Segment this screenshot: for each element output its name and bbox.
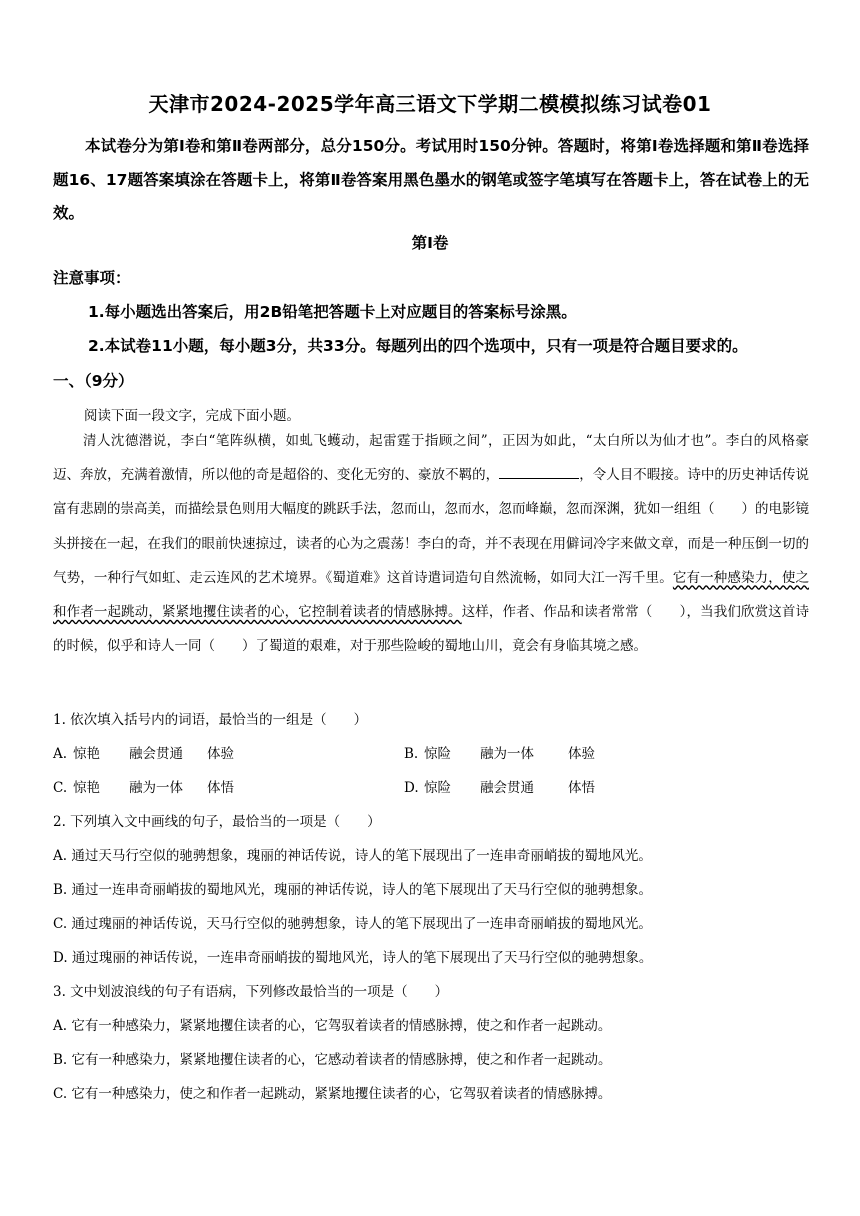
question-3-option-c: C. 它有一种感染力，使之和作者一起跳动，紧紧地攫住读者的心，它驾驭着读者的情感脉搏。 xyxy=(53,1086,612,1102)
question-1-option-d: D. 惊险 融会贯通 体悟 xyxy=(404,780,595,796)
reading-instruction: 阅读下面一段文字，完成下面小题。 xyxy=(84,408,300,424)
question-2-option-a: A. 通过天马行空似的驰骋想象，瑰丽的神话传说，诗人的笔下展现出了一连串奇丽峭拔的蜀地风光。 xyxy=(53,848,652,864)
question-2-option-b: B. 通过一连串奇丽峭拔的蜀地风光，瑰丽的神话传说，诗人的笔下展现出了天马行空似的驰骋想象。 xyxy=(53,882,653,898)
passage-part-3: 这样，作者、作品和读者常常（ ），当我们欣赏这首诗的时候，似乎和诗人一同（ ）了蜀道的艰难，对于那些险峻的蜀地山川，竟会有身临其境之感。 xyxy=(53,604,810,655)
passage-part-1: 清人沈德潜说，李白“笔阵纵横，如虬飞蠖动，起雷霆于指顾之间”，正因为如此，“太白所以为仙才也”。李白的风格豪迈、奔放，充满着激情，所以他的奇是超俗的、变化无穷的、豪放不羁的， xyxy=(53,433,809,484)
section-heading: 一、（9分） xyxy=(53,372,134,390)
question-1-option-a: A. 惊艳 融会贯通 体验 xyxy=(53,746,234,762)
notice-item-1: 1.每小题选出答案后，用2B铅笔把答题卡上对应题目的答案标号涂黑。 xyxy=(88,303,577,321)
question-3-option-b: B. 它有一种感染力，紧紧地攫住读者的心，它感动着读者的情感脉搏，使之和作者一起跳动。 xyxy=(53,1052,612,1068)
volume-heading: 第Ⅰ卷 xyxy=(411,234,449,252)
question-1-stem: 1. 依次填入括号内的词语，最恰当的一组是（ ） xyxy=(53,712,368,728)
answer-blank xyxy=(499,464,579,479)
question-2-stem: 2. 下列填入文中画线的句子，最恰当的一项是（ ） xyxy=(53,814,381,830)
question-1-option-b: B. 惊险 融为一体 体验 xyxy=(404,746,595,762)
question-2-option-d: D. 通过瑰丽的神话传说，一连串奇丽峭拔的蜀地风光，诗人的笔下展现出了天马行空似的驰骋想象。 xyxy=(53,950,653,966)
question-3-option-a: A. 它有一种感染力，紧紧地攫住读者的心，它驾驭着读者的情感脉搏，使之和作者一起跳动。 xyxy=(53,1018,612,1034)
exam-title: 天津市2024-2025学年高三语文下学期二模模拟练习试卷01 xyxy=(148,92,712,116)
exam-intro: 本试卷分为第Ⅰ卷和第Ⅱ卷两部分，总分150分。考试用时150分钟。答题时，将第Ⅰ卷选择题和第Ⅱ卷选择题16、17题答案填涂在答题卡上，将第Ⅱ卷答案用黑色墨水的钢笔或签字笔填写在答题卡上，答在试卷上的无效。 xyxy=(53,137,809,222)
notice-heading: 注意事项： xyxy=(53,269,131,287)
reading-passage xyxy=(53,424,809,663)
question-3-stem: 3. 文中划波浪线的句子有语病，下列修改最恰当的一项是（ ） xyxy=(53,984,449,1000)
notice-item-2: 2.本试卷11小题，每小题3分，共33分。每题列出的四个选项中，只有一项是符合题目要求的。 xyxy=(88,337,748,355)
passage-part-2: ，令人目不暇接。诗中的历史神话传说富有悲剧的崇高美，而描绘景色则用大幅度的跳跃手法，忽而山，忽而水，忽而峰巅，忽而深渊，犹如一组组（ ）的电影镜头拼接在一起，在我们的眼前快速掠过，读者的心为之震荡！李白的奇，并不表现在用僻词冷字来做文章，而是一种压倒一切的气势，一种行气如虹、走云连风的艺术境界。《蜀道难》这首诗遣词造句自然流畅，如同大江一泻千里。 xyxy=(53,467,810,586)
wavy-underlined-sentence: 它有一种感染力，使之和作者一起跳动，紧紧地攫住读者的心，它控制着读者的情感脉搏。 xyxy=(53,569,810,621)
question-2-option-c: C. 通过瑰丽的神话传说，天马行空似的驰骋想象，诗人的笔下展现出了一连串奇丽峭拔的蜀地风光。 xyxy=(53,916,652,932)
question-1-option-c: C. 惊艳 融为一体 体悟 xyxy=(53,780,234,796)
